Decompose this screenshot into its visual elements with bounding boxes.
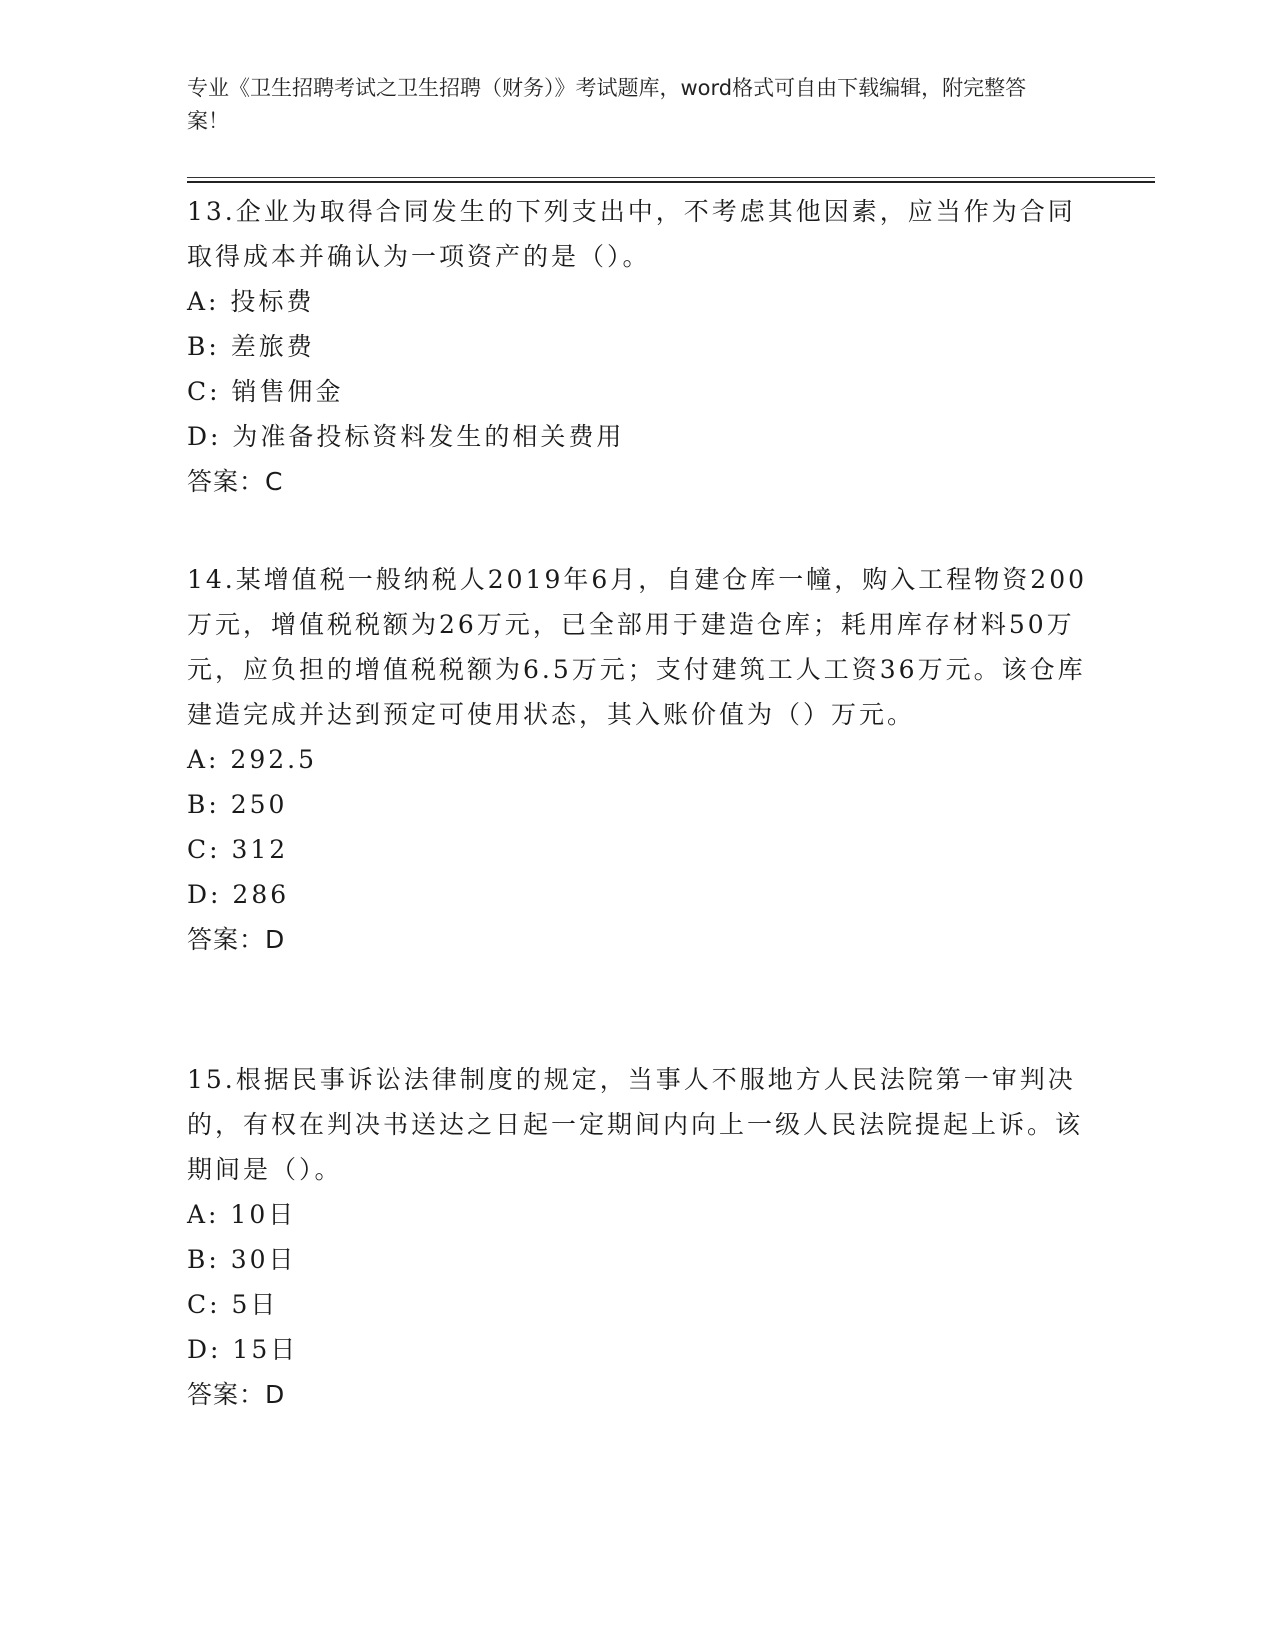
option-d: D: 为准备投标资料发生的相关费用 bbox=[187, 422, 625, 451]
answer-line: 答案：D bbox=[187, 925, 286, 954]
option-a: A: 投标费 bbox=[187, 287, 315, 316]
header-divider-thin bbox=[187, 177, 1155, 178]
option-d: D: 15日 bbox=[187, 1335, 299, 1364]
question-stem: 14.某增值税一般纳税人2019年6月，自建仓库一幢，购入工程物资200万元，增值税税额为26万元，已全部用于建造仓库；耗用库存材料50万元，应负担的增值税税额为6.5万元；支付建筑工人工资36万元。该仓库建造完成并达到预定可使用状态，其入账价值为（）万元。 bbox=[187, 565, 1088, 729]
option-d: D: 286 bbox=[187, 880, 290, 909]
answer-line: 答案：D bbox=[187, 1380, 286, 1409]
header-divider-thick bbox=[187, 181, 1155, 183]
question-15 bbox=[187, 1057, 1087, 1417]
option-b: B: 30日 bbox=[187, 1245, 297, 1274]
option-c: C: 5日 bbox=[187, 1290, 279, 1319]
option-b: B: 差旅费 bbox=[187, 332, 315, 361]
question-stem: 15.根据民事诉讼法律制度的规定，当事人不服地方人民法院第一审判决的，有权在判决书送达之日起一定期间内向上一级人民法院提起上诉。该期间是（）。 bbox=[187, 1065, 1084, 1184]
question-13 bbox=[187, 189, 1087, 504]
option-a: A: 10日 bbox=[187, 1200, 297, 1229]
option-a: A: 292.5 bbox=[187, 745, 317, 774]
option-b: B: 250 bbox=[187, 790, 288, 819]
answer-line: 答案：C bbox=[187, 467, 284, 496]
document-header: 专业《卫生招聘考试之卫生招聘（财务）》考试题库，word格式可自由下载编辑，附完整答案！ bbox=[187, 76, 1027, 133]
option-c: C: 312 bbox=[187, 835, 289, 864]
question-stem: 13.企业为取得合同发生的下列支出中，不考虑其他因素，应当作为合同取得成本并确认为一项资产的是（）。 bbox=[187, 197, 1076, 271]
question-14 bbox=[187, 557, 1087, 962]
option-c: C: 销售佣金 bbox=[187, 377, 344, 406]
